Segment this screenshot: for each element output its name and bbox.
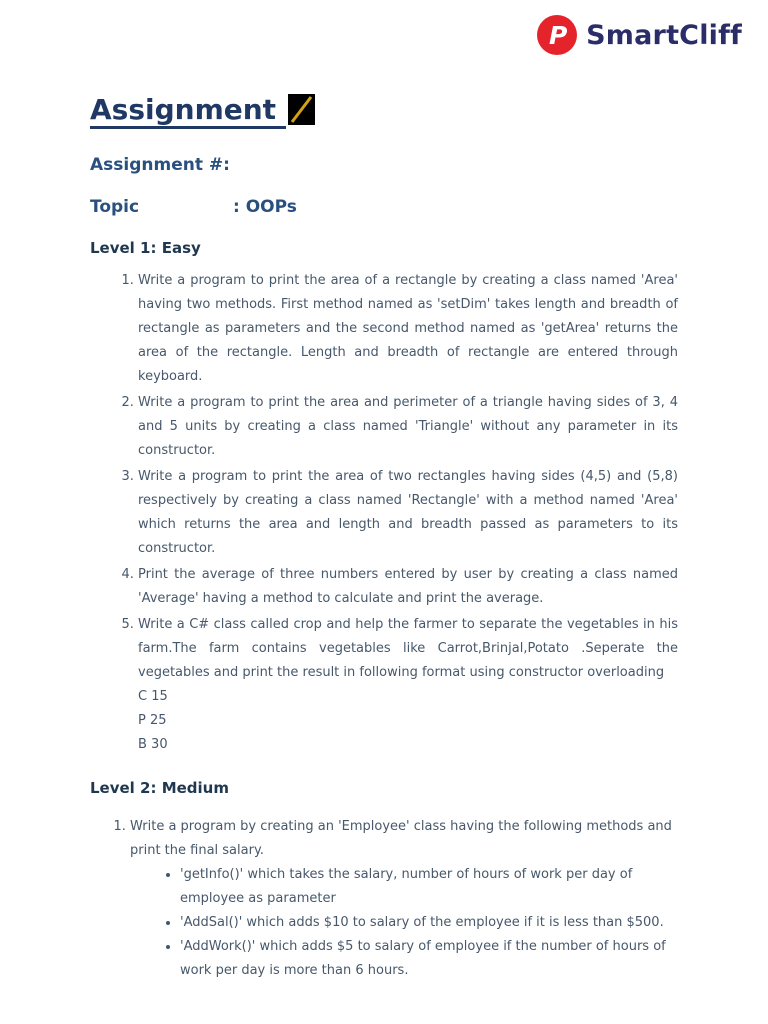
list-item — [130, 815, 678, 983]
topic-row — [90, 197, 678, 217]
bullet-item: • 'AddSal()' which adds $10 to salary of the employee if it is less than $500. — [180, 911, 678, 935]
crop-output-line: B 30 — [138, 737, 168, 753]
smartcliff-logo — [536, 14, 742, 56]
list-item: 3. Write a program to print the area of two rectangles having sides (4,5) and (5,8) respectively by creating a class named 'Rectangle' with a method named 'Area' which returns the area and length and breadth passed as parameters to its constructor. — [138, 465, 678, 561]
bullet-item: • 'getInfo()' which takes the salary, number of hours of work per day of employee as parameter — [180, 863, 678, 911]
assignment-number-label: Assignment #: — [90, 155, 230, 176]
assignment-title-row — [90, 94, 678, 129]
list-item-text: Write a C# class called crop and help the farmer to separate the vegetables in his farm.The farm contains vegetables like Carrot,Brinjal,Potato .Seperate the vegetables and print the result in following format using constructor overloading — [138, 617, 678, 681]
topic-value: OOPs — [245, 197, 297, 218]
topic-separator: : — [233, 197, 240, 218]
level1-heading: Level 1: Easy — [90, 239, 201, 258]
bullet-list — [130, 863, 678, 983]
level2-heading: Level 2: Medium — [90, 779, 229, 798]
brand-name: SmartCliff — [586, 19, 742, 51]
gold-slash-badge-icon — [288, 94, 315, 129]
logo-letter: P — [549, 21, 568, 50]
crop-output-line: P 25 — [138, 713, 167, 729]
list-item: 2. Write a program to print the area and perimeter of a triangle having sides of 3, 4 and 5 units by creating a class named 'Triangle' without any parameter in its constructor. — [138, 391, 678, 463]
page-title: Assignment — [90, 94, 286, 129]
topic-label: Topic — [90, 197, 140, 218]
crop-output-line: C 15 — [138, 689, 168, 705]
level2-list — [90, 815, 678, 983]
level1-list — [90, 269, 678, 757]
list-item-text: Write a program by creating an 'Employee' class having the following methods and print the final salary. — [130, 819, 672, 859]
smartcliff-logo-icon — [536, 14, 578, 56]
bullet-item: • 'AddWork()' which adds $5 to salary of employee if the number of hours of work per day is more than 6 hours. — [180, 935, 678, 983]
list-item: 4. Print the average of three numbers entered by user by creating a class named 'Average' having a method to calculate and print the average. — [138, 563, 678, 611]
list-item: 1. Write a program to print the area of a rectangle by creating a class named 'Area' having two methods. First method named as 'setDim' takes length and breadth of rectangle as parameters and the second method named as 'getArea' returns the area of the rectangle. Length and breadth of rectangle are entered through keyboard. — [138, 269, 678, 389]
list-item — [138, 613, 678, 757]
